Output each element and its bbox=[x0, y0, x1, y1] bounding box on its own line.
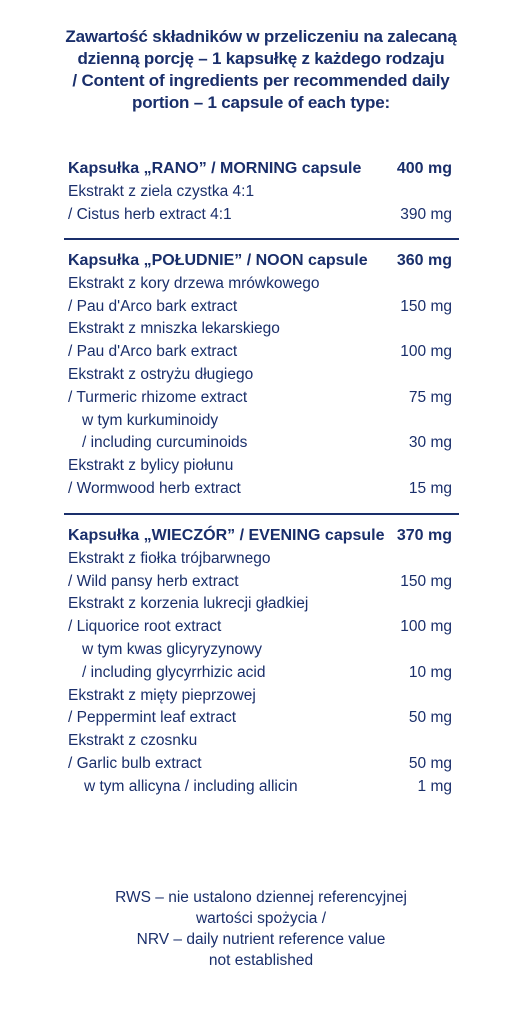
ingredient-row bbox=[68, 478, 458, 501]
ingredient-amount: 75 mg bbox=[408, 388, 452, 406]
ingredient-amount: 150 mg bbox=[400, 572, 452, 590]
ingredient-row bbox=[68, 204, 458, 227]
ingredient-label: Ekstrakt z ziela czystka 4:1 bbox=[68, 182, 255, 200]
morning-capsule-section bbox=[68, 158, 458, 226]
header-line: portion – 1 capsule of each type: bbox=[132, 93, 390, 112]
noon-title-row bbox=[68, 250, 458, 273]
ingredient-label: Ekstrakt z ostryżu długiego bbox=[68, 365, 254, 383]
ingredient-label: / Turmeric rhizome extract bbox=[68, 388, 248, 406]
ingredient-label: Ekstrakt z korzenia lukrecji gładkiej bbox=[68, 595, 309, 613]
evening-title-row bbox=[68, 525, 458, 548]
ingredients-header bbox=[40, 26, 482, 114]
morning-title: Kapsułka „RANO” / MORNING capsule bbox=[68, 160, 362, 177]
ingredient-label: Ekstrakt z czosnku bbox=[68, 732, 198, 750]
ingredient-label: / Wormwood herb extract bbox=[68, 479, 241, 497]
ingredient-row bbox=[68, 318, 458, 341]
morning-total: 400 mg bbox=[396, 160, 452, 177]
ingredient-label: w tym kurkuminoidy bbox=[82, 411, 219, 429]
ingredient-row bbox=[68, 455, 458, 478]
header-line: / Content of ingredients per recommended daily bbox=[72, 71, 450, 90]
footnote-line: RWS – nie ustalono dziennej referencyjnej bbox=[115, 889, 407, 906]
ingredient-row bbox=[68, 548, 458, 571]
ingredient-subrow bbox=[68, 662, 458, 685]
morning-title-row bbox=[68, 158, 458, 181]
evening-capsule-section bbox=[68, 525, 458, 799]
footnote-line: not established bbox=[208, 952, 314, 969]
evening-title: Kapsułka „WIECZÓR” / EVENING capsule bbox=[68, 527, 385, 544]
header-line: dzienną porcję – 1 kapsułkę z każdego rodzaju bbox=[77, 49, 445, 68]
ingredient-subrow bbox=[68, 639, 458, 662]
ingredient-row bbox=[68, 685, 458, 708]
ingredient-label: / Pau d'Arco bark extract bbox=[68, 343, 238, 361]
footnote-line: NRV – daily nutrient reference value bbox=[136, 931, 386, 948]
ingredient-label: / Cistus herb extract 4:1 bbox=[68, 205, 232, 223]
ingredient-amount: 30 mg bbox=[408, 434, 452, 452]
ingredient-row bbox=[68, 616, 458, 639]
ingredient-amount: 50 mg bbox=[408, 709, 452, 727]
ingredient-row bbox=[68, 571, 458, 594]
ingredient-amount: 150 mg bbox=[400, 297, 452, 315]
ingredient-label: / Peppermint leaf extract bbox=[68, 709, 236, 727]
ingredient-subrow bbox=[68, 410, 458, 433]
ingredient-row bbox=[68, 730, 458, 753]
noon-capsule-section bbox=[68, 250, 458, 501]
ingredient-amount: 1 mg bbox=[417, 777, 452, 795]
ingredient-amount: 15 mg bbox=[408, 479, 452, 497]
ingredient-row bbox=[68, 273, 458, 296]
ingredient-subrow bbox=[68, 776, 458, 799]
ingredient-label: Ekstrakt z kory drzewa mrówkowego bbox=[68, 274, 320, 292]
ingredient-label: / Pau d'Arco bark extract bbox=[68, 297, 238, 315]
ingredient-amount: 390 mg bbox=[400, 205, 452, 223]
ingredient-amount: 100 mg bbox=[400, 343, 452, 361]
ingredient-row bbox=[68, 181, 458, 204]
ingredient-label: w tym kwas glicyryzynowy bbox=[82, 640, 262, 658]
ingredient-label: / Liquorice root extract bbox=[68, 618, 222, 636]
ingredient-amount: 100 mg bbox=[400, 618, 452, 636]
ingredient-label: w tym allicyna / including allicin bbox=[84, 777, 298, 795]
ingredient-label: / Garlic bulb extract bbox=[68, 754, 202, 772]
ingredient-label: / including curcuminoids bbox=[82, 434, 248, 452]
section-divider bbox=[64, 238, 459, 240]
ingredient-row bbox=[68, 387, 458, 410]
section-divider bbox=[64, 513, 459, 515]
ingredient-label: Ekstrakt z mięty pieprzowej bbox=[68, 686, 256, 704]
noon-total: 360 mg bbox=[396, 252, 452, 269]
footnote-line: wartości spożycia / bbox=[195, 910, 327, 927]
ingredient-row bbox=[68, 593, 458, 616]
ingredient-row bbox=[68, 296, 458, 319]
ingredient-label: Ekstrakt z fiołka trójbarwnego bbox=[68, 549, 271, 567]
header-line: Zawartość składników w przeliczeniu na zalecaną bbox=[65, 27, 457, 46]
ingredient-row bbox=[68, 341, 458, 364]
ingredient-label: Ekstrakt z bylicy piołunu bbox=[68, 457, 234, 475]
ingredient-subrow bbox=[68, 432, 458, 455]
ingredient-label: / Wild pansy herb extract bbox=[68, 572, 239, 590]
noon-title: Kapsułka „POŁUDNIE” / NOON capsule bbox=[68, 252, 368, 269]
ingredient-amount: 50 mg bbox=[408, 754, 452, 772]
ingredient-row bbox=[68, 753, 458, 776]
ingredient-row bbox=[68, 364, 458, 387]
ingredient-row bbox=[68, 707, 458, 730]
ingredient-amount: 10 mg bbox=[408, 663, 452, 681]
nrv-footnote bbox=[60, 887, 462, 971]
evening-total: 370 mg bbox=[396, 527, 452, 544]
ingredient-label: / including glycyrrhizic acid bbox=[82, 663, 266, 681]
ingredient-label: Ekstrakt z mniszka lekarskiego bbox=[68, 320, 280, 338]
